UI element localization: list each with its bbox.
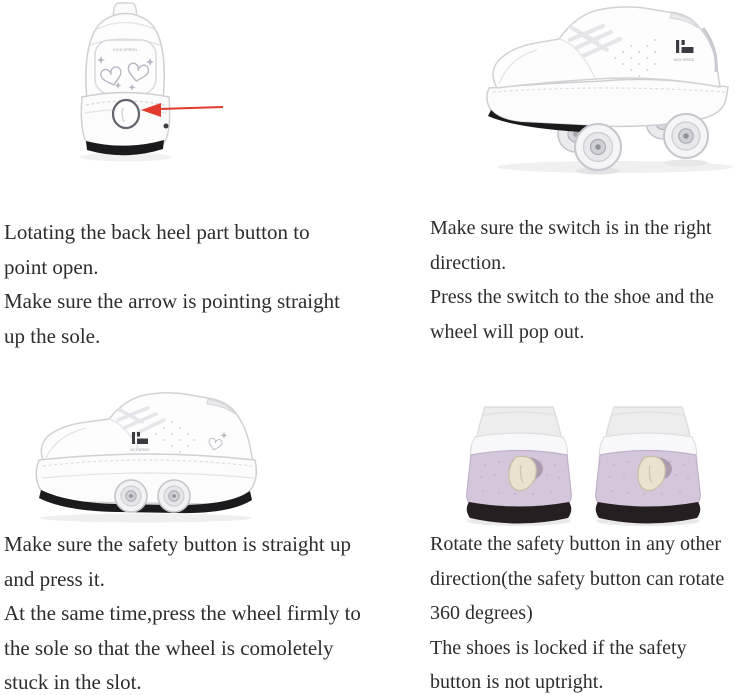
wheel-shadow-rear (664, 160, 708, 167)
caption-bottom-left (4, 527, 361, 695)
caption-line: direction. (430, 251, 507, 274)
retracted-skate-shoe-illustration (28, 390, 268, 525)
brand-text-small: KICK SPEED (112, 47, 138, 52)
caption-line: Make sure the switch is in the right (430, 217, 712, 239)
photo-safety-buttons (452, 400, 702, 530)
caption-bottom-right (430, 527, 724, 695)
caption-line: stuck in the slot. (4, 670, 142, 695)
caption-line: up the sole. (4, 323, 101, 348)
caption-line: point open. (4, 254, 99, 279)
side-dot (164, 124, 169, 129)
caption-line: Make sure the arrow is pointing straight (4, 289, 340, 314)
brand-text-small: KICK SPEED (130, 448, 150, 452)
heel-with-safety-button-right (596, 407, 701, 526)
roller-wheel-rear (664, 114, 708, 158)
caption-line: Make sure the safety button is straight up (4, 532, 352, 556)
caption-line: Rotate the safety button in any other (430, 533, 722, 555)
photo-wheels-deployed (475, 0, 751, 175)
back-heel-shoe-illustration (60, 0, 310, 175)
retracted-wheel-left (115, 480, 147, 512)
caption-top-right (430, 211, 714, 349)
heel-buttons-illustration (452, 400, 702, 530)
deployed-skate-shoe-illustration (475, 0, 751, 175)
caption-line: Press the switch to the shoe and the (430, 286, 714, 309)
caption-line: and press it. (4, 566, 105, 591)
caption-line: button is not uptright. (430, 671, 604, 694)
heel-button (113, 100, 139, 128)
caption-line: direction(the safety button can rotate (430, 567, 725, 590)
caption-line: The shoes is locked if the safety (430, 636, 687, 659)
caption-line: the sole so that the wheel is comoletely (4, 635, 334, 660)
retracted-wheel-right (158, 480, 190, 512)
caption-line: Lotating the back heel part button to (4, 220, 310, 244)
roller-wheel-front (575, 124, 621, 170)
heel-with-safety-button-left (467, 407, 572, 526)
caption-line: 360 degrees) (430, 602, 533, 625)
photo-back-heel-button (60, 0, 310, 175)
caption-top-left (4, 215, 340, 353)
caption-line: wheel will pop out. (430, 320, 585, 343)
brand-text-small: KICK SPEED (673, 58, 695, 62)
photo-wheels-retracted (28, 390, 268, 525)
shoe-shadow (40, 514, 252, 523)
caption-line: At the same time,press the wheel firmly to (4, 601, 361, 626)
